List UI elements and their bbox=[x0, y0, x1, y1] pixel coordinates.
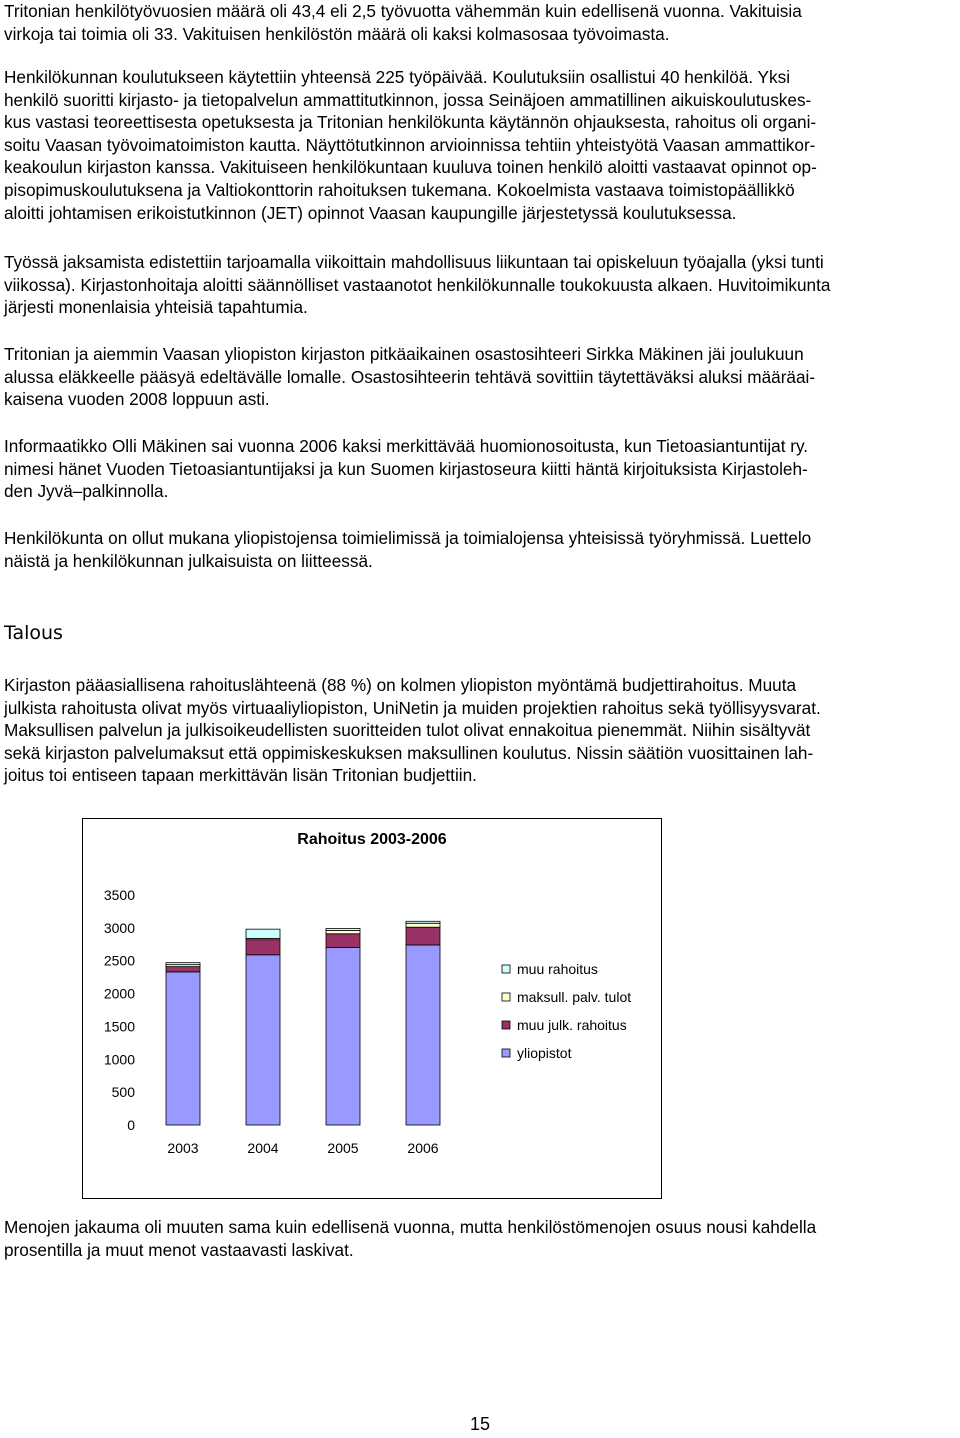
bar-segment bbox=[326, 929, 360, 931]
text-line: Tritonian ja aiemmin Vaasan yliopiston kirjaston pitkäaikainen osastosihteeri Sirkka Mäkinen jäi joulukuun bbox=[4, 344, 804, 364]
legend-label: muu julk. rahoitus bbox=[517, 1017, 627, 1033]
chart-title: Rahoitus 2003-2006 bbox=[297, 831, 447, 848]
text-line: Menojen jakauma oli muuten sama kuin edellisenä vuonna, mutta henkilöstömenojen osuus nousi kahdella bbox=[4, 1217, 817, 1237]
bar-segment bbox=[246, 940, 280, 955]
text-line: soitu Vaasan työvoimatoimiston kautta. Näyttötutkinnon arvioinnissa tehtiin yhteistyötä Vaasan ammattikor- bbox=[4, 134, 816, 155]
text-line: Työssä jaksamista edistettiin tarjoamalla viikoittain mahdollisuus liikuntaan tai opiskeluun työajalla (yksi tunti bbox=[4, 252, 824, 272]
paragraph-staff-years bbox=[4, 0, 956, 45]
y-tick-label: 0 bbox=[127, 1117, 135, 1133]
legend-label: yliopistot bbox=[517, 1045, 572, 1061]
paragraph-committees bbox=[4, 527, 956, 572]
y-tick-label: 3000 bbox=[103, 919, 135, 936]
y-tick-label: 500 bbox=[111, 1084, 135, 1101]
text-line: den Jyvä–palkinnolla. bbox=[4, 481, 169, 502]
bar-segment bbox=[326, 930, 360, 933]
bar-segment bbox=[406, 927, 440, 945]
bar-segment bbox=[406, 945, 440, 1125]
legend-swatch bbox=[502, 1049, 510, 1057]
bar-segment bbox=[326, 948, 360, 1125]
legend-swatch bbox=[502, 965, 510, 973]
bar-segment bbox=[326, 934, 360, 948]
y-tick-label: 1000 bbox=[103, 1051, 135, 1068]
text-line: Henkilökunta on ollut mukana yliopistojensa toimielimissä ja toimialojensa yhteisissä työryhmissä. Luettelo bbox=[4, 528, 812, 548]
paragraph-award bbox=[4, 435, 956, 503]
text-line: keakoulun kirjaston kanssa. Vakituiseen henkilökuntaan kuuluva toinen henkilö aloitti vastaavat opinnot op- bbox=[4, 157, 817, 178]
funding-chart bbox=[82, 818, 662, 1199]
section-heading: Talous bbox=[4, 622, 63, 644]
paragraph-wellbeing bbox=[4, 251, 956, 319]
text-line: Maksullisen palvelun ja julkisoikeudellisten suoritteiden tulot olivat ennakoitua pienemmät. Niihin sisältyvät bbox=[4, 720, 811, 741]
text-line: kaisena vuoden 2008 loppuun asti. bbox=[4, 389, 270, 410]
text-line: aloitti johtamisen erikoistutkinnon (JET) opinnot Vaasan kaupungille järjestetyssä koulutuksessa. bbox=[4, 202, 737, 223]
text-line: Informaatikko Olli Mäkinen sai vuonna 2006 kaksi merkittävää huomionosoitusta, kun Tietoasiantuntijat ry. bbox=[4, 436, 809, 456]
text-line: viikossa). Kirjastonhoitaja aloitti säännölliset vastaanotot henkilökunnalle toukokuusta alkaen. Huvitoimikunta bbox=[4, 274, 831, 295]
text-line: pisopimuskoulutuksena ja Valtiokonttorin rahoituksen tukemana. Kokoelmista vastaava toimistopäällikkö bbox=[4, 179, 795, 200]
paragraph-retirement bbox=[4, 343, 956, 411]
page-number: 15 bbox=[469, 1414, 491, 1434]
text-line: järjesti monenlaisia yhteisiä tapahtumia. bbox=[4, 297, 308, 318]
text-line: virkoja tai toimia oli 33. Vakituisen henkilöstön määrä oli kaksi kolmasosaa työvoimasta. bbox=[4, 23, 670, 44]
x-tick-label: 2003 bbox=[167, 1140, 199, 1156]
bar-segment bbox=[246, 955, 280, 1125]
legend-label: muu rahoitus bbox=[517, 961, 598, 977]
y-tick-label: 2000 bbox=[103, 985, 135, 1002]
text-line: prosentilla ja muut menot vastaavasti laskivat. bbox=[4, 1239, 354, 1260]
text-line: Kirjaston pääasiallisena rahoituslähteenä (88 %) on kolmen yliopiston myöntämä budjettirahoitus. Muuta bbox=[4, 675, 797, 695]
text-line: Henkilökunnan koulutukseen käytettiin yhteensä 225 työpäivää. Koulutuksiin osallistui 40 henkilöä. Yksi bbox=[4, 67, 791, 87]
text-line: Tritonian henkilötyövuosien määrä oli 43,4 eli 2,5 työvuotta vähemmän kuin edellisenä vuonna. Vakituisia bbox=[4, 1, 802, 21]
legend-swatch bbox=[502, 993, 510, 1001]
y-tick-label: 2500 bbox=[103, 952, 135, 969]
paragraph-funding bbox=[4, 674, 956, 787]
legend-label: maksull. palv. tulot bbox=[517, 989, 632, 1005]
paragraph-training bbox=[4, 66, 956, 224]
text-line: nimesi hänet Vuoden Tietoasiantuntijaksi ja kun Suomen kirjastoseura kiitti häntä kirjoituksista Kirjastoleh- bbox=[4, 458, 808, 479]
text-line: kus vastasi teoreettisesta opetuksesta ja Tritonian henkilökunta käytännön ohjauksesta, rahoitus oli organi- bbox=[4, 112, 817, 133]
text-line: näistä ja henkilökunnan julkaisuista on liitteessä. bbox=[4, 550, 373, 571]
x-tick-label: 2004 bbox=[247, 1140, 279, 1156]
y-tick-label: 1500 bbox=[103, 1018, 135, 1035]
text-line: joitus toi entiseen tapaan merkittävän lisän Tritonian budjettiin. bbox=[4, 765, 477, 786]
bar-segment bbox=[406, 921, 440, 923]
bar-segment bbox=[166, 963, 200, 965]
legend-swatch bbox=[502, 1021, 510, 1029]
x-tick-label: 2005 bbox=[327, 1140, 359, 1156]
chart-plot bbox=[83, 819, 661, 1198]
bar-segment bbox=[246, 929, 280, 938]
text-line: alussa eläkkeelle pääsyä edeltävälle lomalle. Osastosihteerin tehtävä sovittiin täytettäväksi aluksi määräai- bbox=[4, 366, 816, 387]
paragraph-expenses bbox=[4, 1216, 956, 1261]
bar-segment bbox=[406, 923, 440, 927]
text-line: henkilö suoritti kirjasto- ja tietopalvelun ammattitutkinnon, jossa Seinäjoen ammatillinen aikuiskoulutuskes- bbox=[4, 89, 812, 110]
bar-segment bbox=[166, 967, 200, 972]
x-tick-label: 2006 bbox=[407, 1140, 439, 1156]
text-line: julkista rahoitusta olivat myös virtuaaliyliopiston, UniNetin ja muiden projektien rahoitus sekä työllisyysvarat. bbox=[4, 697, 821, 718]
bar-segment bbox=[166, 972, 200, 1125]
y-tick-label: 3500 bbox=[103, 887, 135, 903]
text-line: sekä kirjaston palvelumaksut että oppimiskeskuksen maksullinen koulutus. Nissin säätiön vuosittainen lah- bbox=[4, 742, 814, 763]
